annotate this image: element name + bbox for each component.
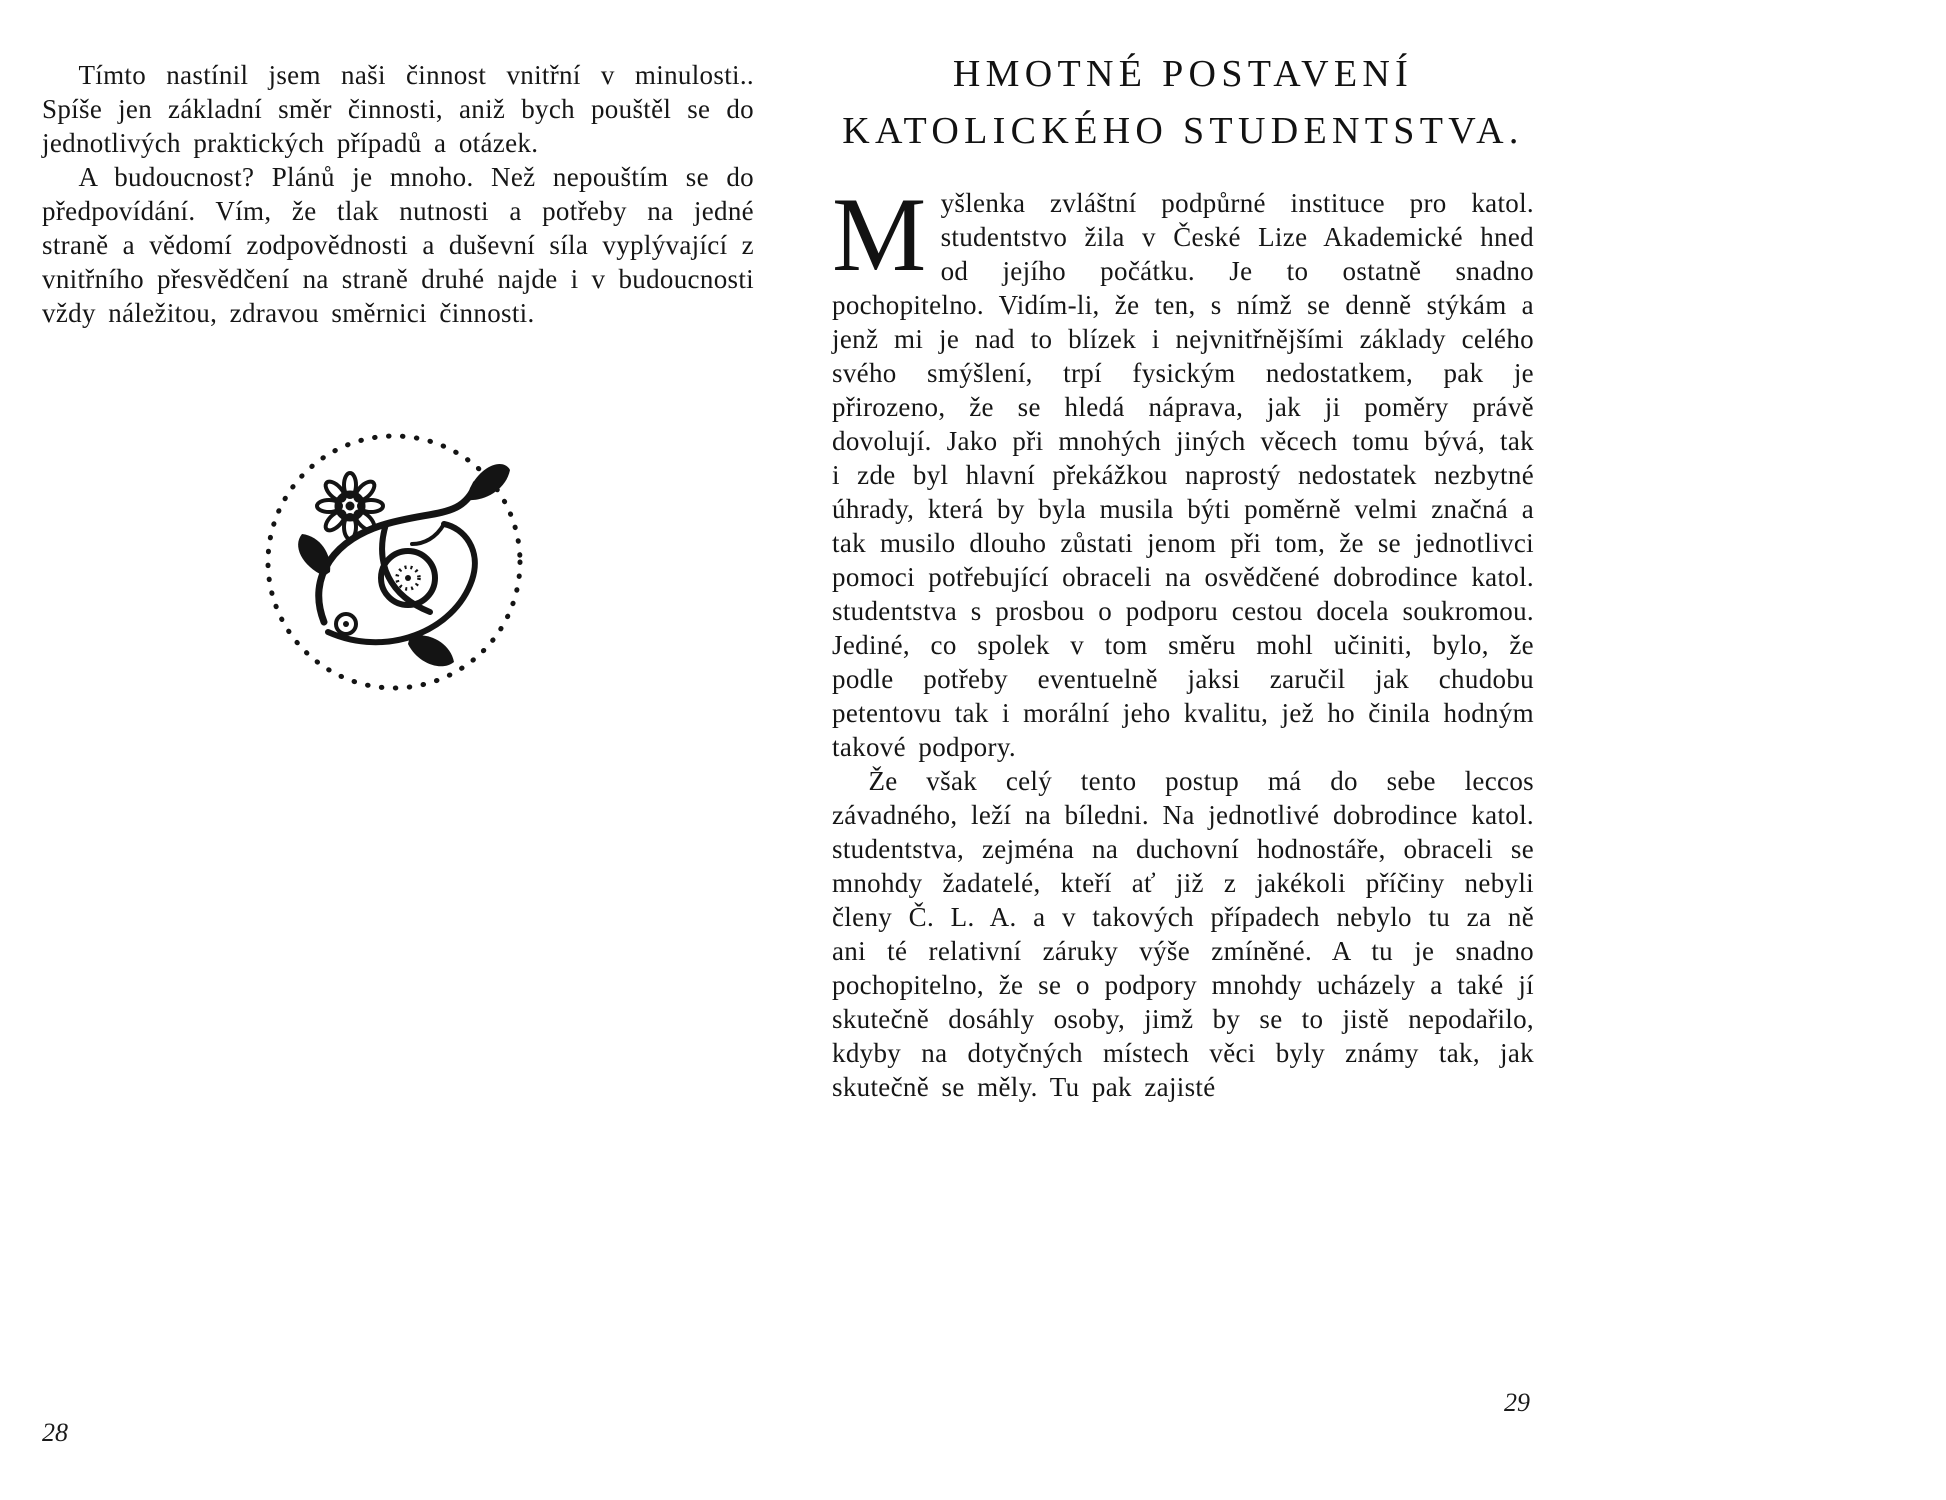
page-number-left: 28 (42, 1418, 68, 1447)
chapter-title (832, 46, 1534, 160)
chapter-title-line-1: HMOTNÉ POSTAVENÍ (952, 53, 1414, 95)
page-number-right: 29 (1504, 1388, 1530, 1417)
chapter-title-line-2: KATOLICKÉHO STUDENTSTVA. (842, 110, 1524, 152)
opening-paragraph-text: yšlenka zvláštní podpůrné instituce pro katol. studentstvo žila v České Lize Akademické hned od jejího počátku. Je to ostatně snadno pochopitelno. Vidím-li, že ten, s nímž se denně stýkám a jenž mi je nad to blízek i nejvnitřnějšími základy celého svého smýšlení, trpí fysickým nedostatkem, pak je přirozeno, že se hledá náprava, jak ji poměry právě dovolují. Jako při mnohých jiných věcech tomu bývá, tak i zde byl hlavní překážkou naprostý nedostatek nezbytné úhrady, která by byla musila býti poměrně velmi značná a tak musilo dlouho zůstati jenom při tom, že se jednotlivci pomoci potřebující obraceli na osvědčené dobrodince katol. studentstva s prosbou o podporu cestou docela soukromou. Jediné, co spolek v tom směru mohl učiniti, bylo, že podle potřeby eventuelně jaksi zaručil jak chudobu petentovu tak i morální jeho kvalitu, jež ho činila hodným takové podpory. (832, 188, 1534, 762)
drop-cap: M (832, 176, 927, 293)
right-page (832, 46, 1534, 1466)
left-page (42, 58, 754, 1458)
left-paragraph-2: A budoucnost? Plánů je mnoho. Než nepouštím se do předpovídání. Vím, že tlak nutnosti a potřeby na jedné straně a vědomí zodpovědnosti a duševní síla vyplývající z vnitřního přesvědčení na straně druhé najde i v budoucnosti vždy náležitou, zdravou směrnici činnosti. (42, 162, 754, 328)
opening-paragraph (832, 176, 1534, 764)
left-paragraph-1: Tímto nastínil jsem naši činnost vnitřní v minulosti.. Spíše jen základní směr činnosti, aniž bych pouštěl se do jednotlivých praktických případů a otázek. (42, 60, 754, 158)
floral-ornament-icon (258, 426, 530, 698)
right-paragraph-2: Že však celý tento postup má do sebe leccos závadného, leží na bíledni. Na jednotlivé dobrodince katol. studentstva, zejména na duchovní hodnostáře, obraceli se mnohdy žadatelé, kteří ať již z jakékoli příčiny nebyli členy Č. L. A. a v takových případech nebylo tu za ně ani té relativní záruky výše zmíněné. A tu je snadno pochopitelno, že se o podpory mnohdy ucházely a také jí skutečně dosáhly osoby, jimž by se to jistě nepodařilo, kdyby na dotyčných místech věci byly známy tak, jak skutečně se měly. Tu pak zajisté (832, 766, 1534, 1102)
